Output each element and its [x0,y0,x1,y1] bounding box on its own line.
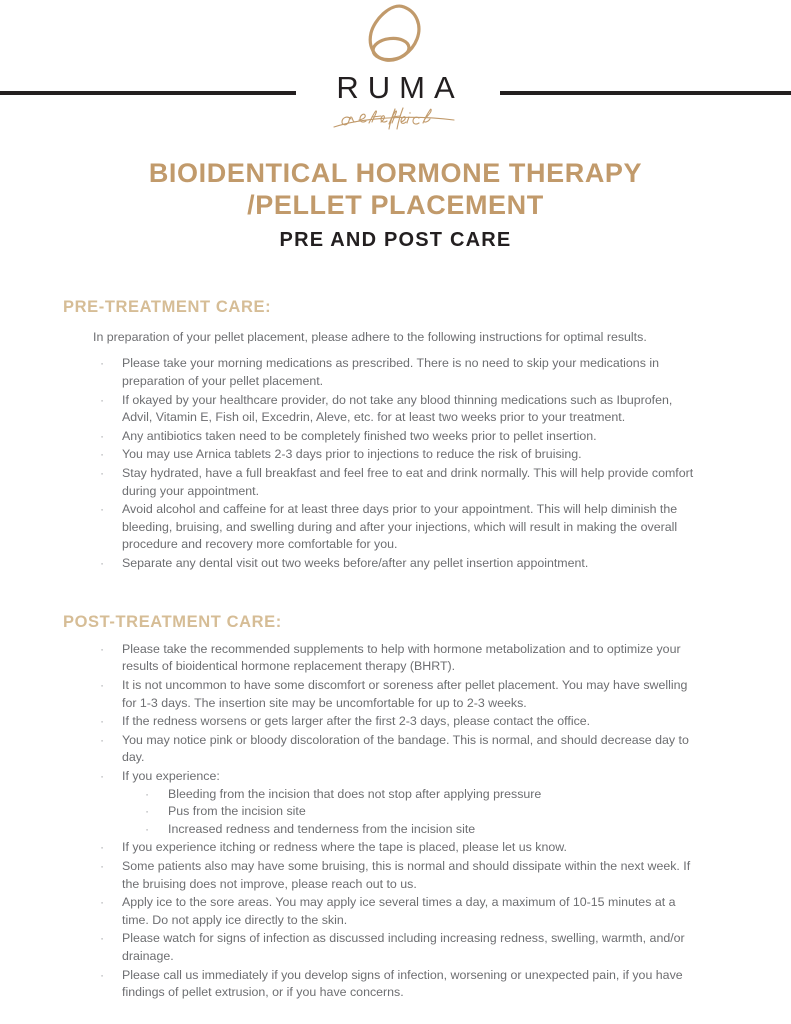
page-subtitle: PRE AND POST CARE [279,228,512,251]
section-heading-post: POST-TREATMENT CARE: [63,612,282,631]
post-treatment-bullet-list [0,641,695,1002]
section-heading-pre: PRE-TREATMENT CARE: [63,297,272,316]
document-header [0,0,791,148]
bullet-dot-icon: · [100,895,105,910]
bullet-text: Stay hydrated, have a full breakfast and feel free to eat and drink normally. This will help provide comfort during your appointment. [122,466,694,498]
title-block [0,157,791,252]
aesthetics-script-icon [331,104,461,130]
bullet-dot-icon: · [145,821,150,836]
bullet-item [0,768,695,838]
section-post-treatment [0,613,791,1002]
bullet-text: You may use Arnica tablets 2-3 days prior to injections to reduce the risk of bruising. [122,447,582,462]
bullet-text: Please watch for signs of infection as discussed including increasing redness, swelling, warmth, and/or drainage. [122,931,685,964]
bullet-dot-icon: · [100,732,105,747]
brand-wordmark: RUMA [336,70,464,105]
bullet-item [0,428,695,446]
bullet-text: Separate any dental visit out two weeks before/after any pellet insertion appointment. [122,556,589,571]
bullet-item [0,839,695,857]
sub-bullet-text: Pus from the incision site [168,804,306,819]
header-rule-left [0,91,296,95]
pre-treatment-bullet-list [0,355,695,572]
bullet-item [0,894,695,929]
bullet-text: Please take the recommended supplements to help with hormone metabolization and to optimize your results of bioidentical hormone replacement therapy (BHRT). [122,641,681,674]
bullet-dot-icon: · [100,641,105,656]
bullet-dot-icon: · [100,768,105,783]
bullet-item [0,465,695,500]
sub-bullet-text: Increased redness and tenderness from the incision site [168,821,476,836]
bullet-dot-icon: · [100,931,105,946]
bullet-item [0,713,695,731]
bullet-item [0,858,695,893]
bullet-dot-icon: · [100,428,105,443]
bullet-text: Some patients also may have some bruising, this is normal and should dissipate within the next week. If the bruising does not improve, please reach out to us. [122,859,691,891]
header-rule-right [500,91,791,95]
bullet-dot-icon: · [100,447,105,462]
bullet-dot-icon: · [100,967,105,982]
bullet-dot-icon: · [100,714,105,729]
bullet-item [0,355,695,390]
section-intro-pre: In preparation of your pellet placement, please adhere to the following instructions for optimal results. [93,329,647,344]
bullet-item [0,392,695,427]
section-pre-treatment [0,298,791,573]
bullet-item [0,677,695,712]
bullet-item [0,555,695,573]
bullet-text: Please call us immediately if you develop signs of infection, worsening or unexpected pain, if you have findings of pellet extrusion, or if you have concerns. [122,967,683,1000]
leaf-petal-icon [360,4,432,70]
bullet-dot-icon: · [100,392,105,407]
bullet-text: If the redness worsens or gets larger after the first 2-3 days, please contact the office. [122,714,591,729]
bullet-item [0,446,695,464]
bullet-text: You may notice pink or bloody discoloration of the bandage. This is normal, and should decrease day to day. [122,732,689,765]
page-title-line-2: /PELLET PLACEMENT [247,190,544,221]
brand-logo [301,4,491,130]
bullet-dot-icon: · [100,677,105,692]
bullet-item [0,732,695,767]
bullet-dot-icon: · [100,556,105,571]
page-title-line-1: BIOIDENTICAL HORMONE THERAPY [148,158,643,188]
document-body [0,298,791,1002]
bullet-item [0,930,695,965]
sub-bullet-text: Bleeding from the incision that does not stop after applying pressure [168,786,542,801]
sub-bullet-item [122,803,695,821]
sub-bullet-item [122,821,695,839]
bullet-dot-icon: · [100,840,105,855]
bullet-text: Any antibiotics taken need to be completely finished two weeks prior to pellet insertion. [122,428,597,443]
bullet-dot-icon: · [145,804,150,819]
bullet-text: Avoid alcohol and caffeine for at least three days prior to your appointment. This will help diminish the bleeding, bruising, and swelling during and after your injections, which will result in making the overall procedure and recovery more comfortable for you. [122,502,678,552]
bullet-text: Please take your morning medications as prescribed. There is no need to skip your medications in preparation of your pellet placement. [122,356,659,388]
bullet-text: Apply ice to the sore areas. You may apply ice several times a day, a maximum of 10-15 minutes at a time. Do not apply ice directly to the skin. [122,895,676,927]
bullet-text: If you experience itching or redness where the tape is placed, please let us know. [122,840,567,855]
bullet-text: If okayed by your healthcare provider, do not take any blood thinning medications such as Ibuprofen, Advil, Vitamin E, Fish oil, Excedrin, Aleve, etc. for at least two weeks prior to your treatment. [122,392,673,425]
sub-bullet-item [122,786,695,804]
page-title [0,157,791,222]
bullet-text: It is not uncommon to have some discomfort or soreness after pellet placement. You may have swelling for 1-3 days. The insertion site may be uncomfortable for up to 2-3 weeks. [122,677,688,710]
bullet-dot-icon: · [100,356,105,371]
bullet-dot-icon: · [145,786,150,801]
bullet-text: If you experience: [122,768,220,783]
bullet-dot-icon: · [100,466,105,481]
post-treatment-sub-bullet-list [122,786,695,839]
bullet-dot-icon: · [100,859,105,874]
bullet-item [0,967,695,1002]
bullet-item [0,501,695,554]
brand-script-aesthetics [301,104,491,130]
bullet-item [0,641,695,676]
bullet-dot-icon: · [100,502,105,517]
